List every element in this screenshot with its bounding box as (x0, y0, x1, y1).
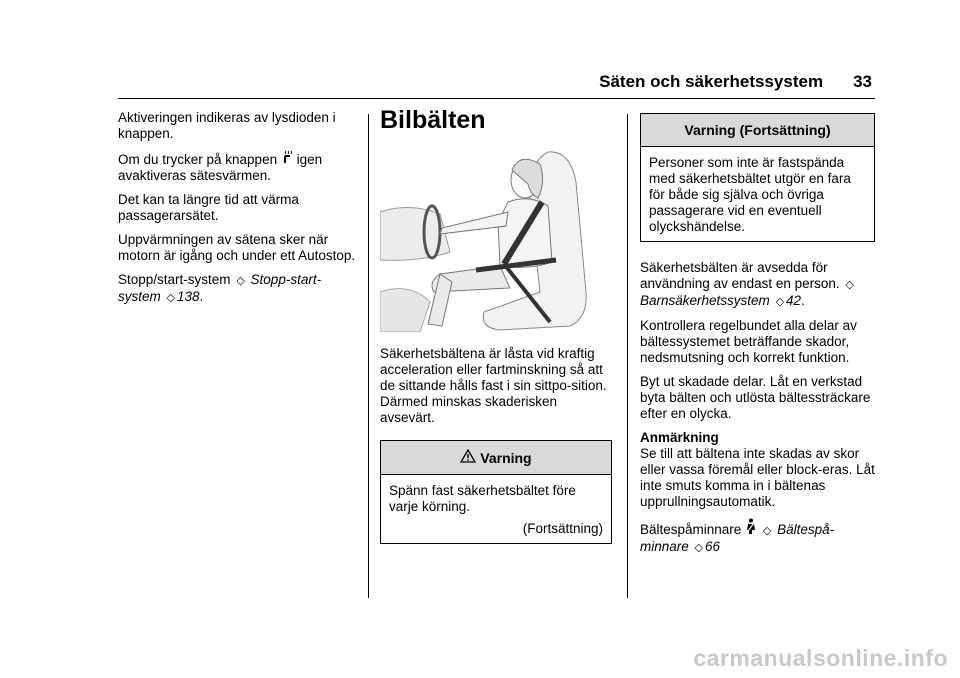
left-column (118, 110, 358, 314)
continued-label: (Fortsättning) (522, 521, 603, 536)
cross-reference[interactable]: Stopp-start-system (118, 272, 322, 304)
column-divider (368, 114, 369, 598)
paragraph (118, 272, 358, 306)
section-title: Säten och säkerhetssystem (599, 72, 824, 91)
cross-reference[interactable]: Barnsäkerhetssystem (640, 293, 770, 308)
warning-box-continued (640, 113, 875, 242)
page-reference-arrow-icon: ◇ (236, 275, 245, 287)
page-reference-arrow-icon: ◇ (694, 542, 704, 554)
page-reference-arrow-icon: ◇ (166, 292, 175, 304)
reference-page[interactable]: 42 (786, 293, 802, 308)
warning-header (381, 441, 611, 475)
seatbelt-reminder-icon (745, 522, 761, 537)
text: Om du trycker på knappen (118, 152, 278, 167)
page-reference-arrow-icon: ◇ (775, 296, 785, 308)
text: Säkerhetsbälten är avsedda för användning av endast en person. (640, 260, 840, 291)
reference-page[interactable]: 66 (705, 539, 721, 554)
paragraph (118, 150, 358, 184)
note-heading: Anmärkning (640, 430, 719, 445)
warning-box (380, 440, 612, 544)
paragraph: Säkerhetsbältena är låsta vid kraftig acceleration eller fartminskning så att de sittande hålls fast i sin sittpo-sition. Därmed minskas skaderisken avsevärt. (380, 346, 607, 425)
paragraph: Byt ut skadade delar. Låt en verkstad byta bälten och utlösta bältessträckare efter en olycka. (640, 374, 871, 421)
page-number: 33 (853, 72, 872, 91)
reference-page[interactable]: 138 (177, 289, 200, 304)
paragraph: Det kan ta längre tid att värma passagerarsätet. (118, 192, 299, 223)
paragraph (640, 260, 875, 310)
warning-text: Spänn fast säkerhetsbältet före varje körning. (389, 483, 576, 514)
text: Stopp/start-system (118, 272, 231, 287)
section-heading: Bilbälten (380, 106, 486, 134)
page-header (599, 72, 872, 92)
warning-header: Varning (Fortsättning) (641, 114, 874, 147)
header-rule (118, 98, 875, 99)
page-reference-arrow-icon: ◇ (762, 525, 772, 537)
note-text: Se till att bältena inte skadas av skor eller vassa föremål eller block-eras. Låt inte smuts komma in i bältenas upprullningsautomatik. (640, 446, 875, 509)
cross-reference[interactable]: Bältespå-minnare (640, 522, 835, 554)
paragraph (640, 518, 875, 556)
seatbelt-illustration (380, 142, 612, 332)
text: . (199, 289, 204, 304)
text: . (801, 293, 805, 308)
watermark: carmanualsonline.info (693, 645, 948, 671)
paragraph: Kontrollera regelbundet alla delar av bältessystemet beträffande skador, nedsmutsning och korrekt funktion. (640, 318, 857, 365)
warning-body: Personer som inte är fastspända med säkerhetsbältet utgör en fara för både sig själva och övriga passagerare vid en eventuell olyckshändelse. (649, 155, 851, 234)
seat-heater-icon (281, 152, 297, 167)
text: igen avaktiveras sätesvärmen. (118, 152, 323, 183)
warning-triangle-icon (460, 450, 480, 466)
page-reference-arrow-icon: ◇ (845, 279, 854, 291)
warning-body (381, 475, 611, 543)
right-column (640, 113, 875, 564)
middle-column (380, 106, 612, 544)
column-divider (627, 114, 628, 598)
paragraph: Uppvärmningen av sätena sker när motorn är igång och under ett Autostop. (118, 232, 356, 263)
paragraph: Aktiveringen indikeras av lysdioden i knappen. (118, 110, 336, 141)
warning-title: Varning (480, 450, 532, 466)
text: Bältespåminnare (640, 522, 742, 537)
